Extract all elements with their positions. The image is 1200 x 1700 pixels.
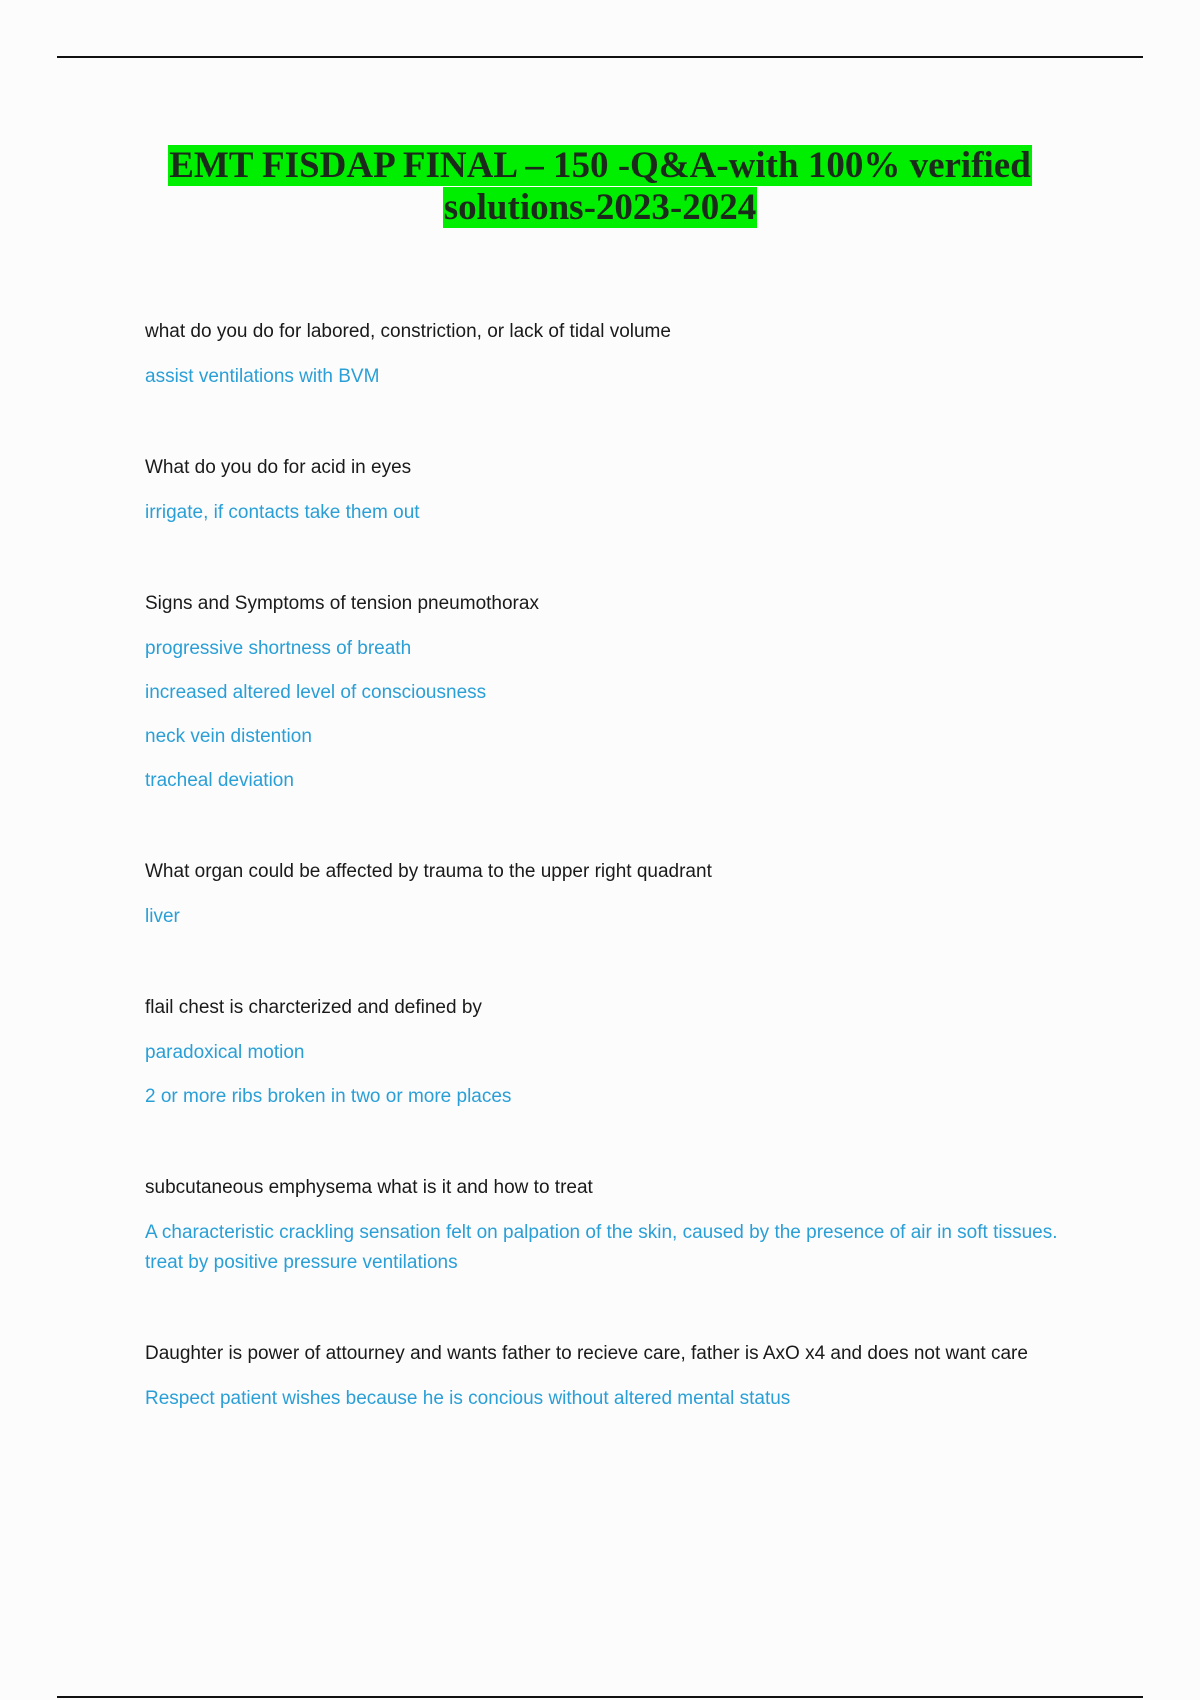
question: What organ could be affected by trauma to the upper right quadrant	[145, 861, 712, 882]
answer: tracheal deviation	[145, 770, 294, 791]
question: Daughter is power of attourney and wants father to recieve care, father is AxO x4 and does not want care	[145, 1343, 1028, 1364]
qa-item	[145, 994, 1065, 1112]
question: what do you do for labored, constriction, or lack of tidal volume	[145, 321, 671, 342]
answer: irrigate, if contacts take them out	[145, 502, 420, 523]
question: flail chest is charcterized and defined by	[145, 997, 482, 1018]
document-title-text: EMT FISDAP FINAL – 150 -Q&A-with 100% verified solutions-2023-2024	[169, 145, 1031, 228]
answer: assist ventilations with BVM	[145, 366, 380, 387]
answer: A characteristic crackling sensation felt on palpation of the skin, caused by the presence of air in soft tissues. treat by positive pressure ventilations	[145, 1222, 1058, 1273]
question: What do you do for acid in eyes	[145, 457, 412, 478]
qa-list	[145, 318, 1065, 1476]
answer: progressive shortness of breath	[145, 638, 412, 659]
question: Signs and Symptoms of tension pneumothorax	[145, 593, 539, 614]
qa-item	[145, 318, 1065, 392]
answer: Respect patient wishes because he is concious without altered mental status	[145, 1388, 791, 1409]
answer: 2 or more ribs broken in two or more places	[145, 1086, 512, 1107]
qa-item	[145, 858, 1065, 932]
top-divider	[57, 56, 1143, 58]
qa-item	[145, 454, 1065, 528]
document-title	[100, 145, 1100, 229]
qa-item	[145, 1340, 1065, 1414]
answer: increased altered level of consciousness	[145, 682, 487, 703]
answer: paradoxical motion	[145, 1042, 305, 1063]
bottom-divider	[57, 1696, 1143, 1698]
answer: neck vein distention	[145, 726, 312, 747]
qa-item	[145, 1174, 1065, 1278]
question: subcutaneous emphysema what is it and how to treat	[145, 1177, 593, 1198]
qa-item	[145, 590, 1065, 796]
answer: liver	[145, 906, 180, 927]
